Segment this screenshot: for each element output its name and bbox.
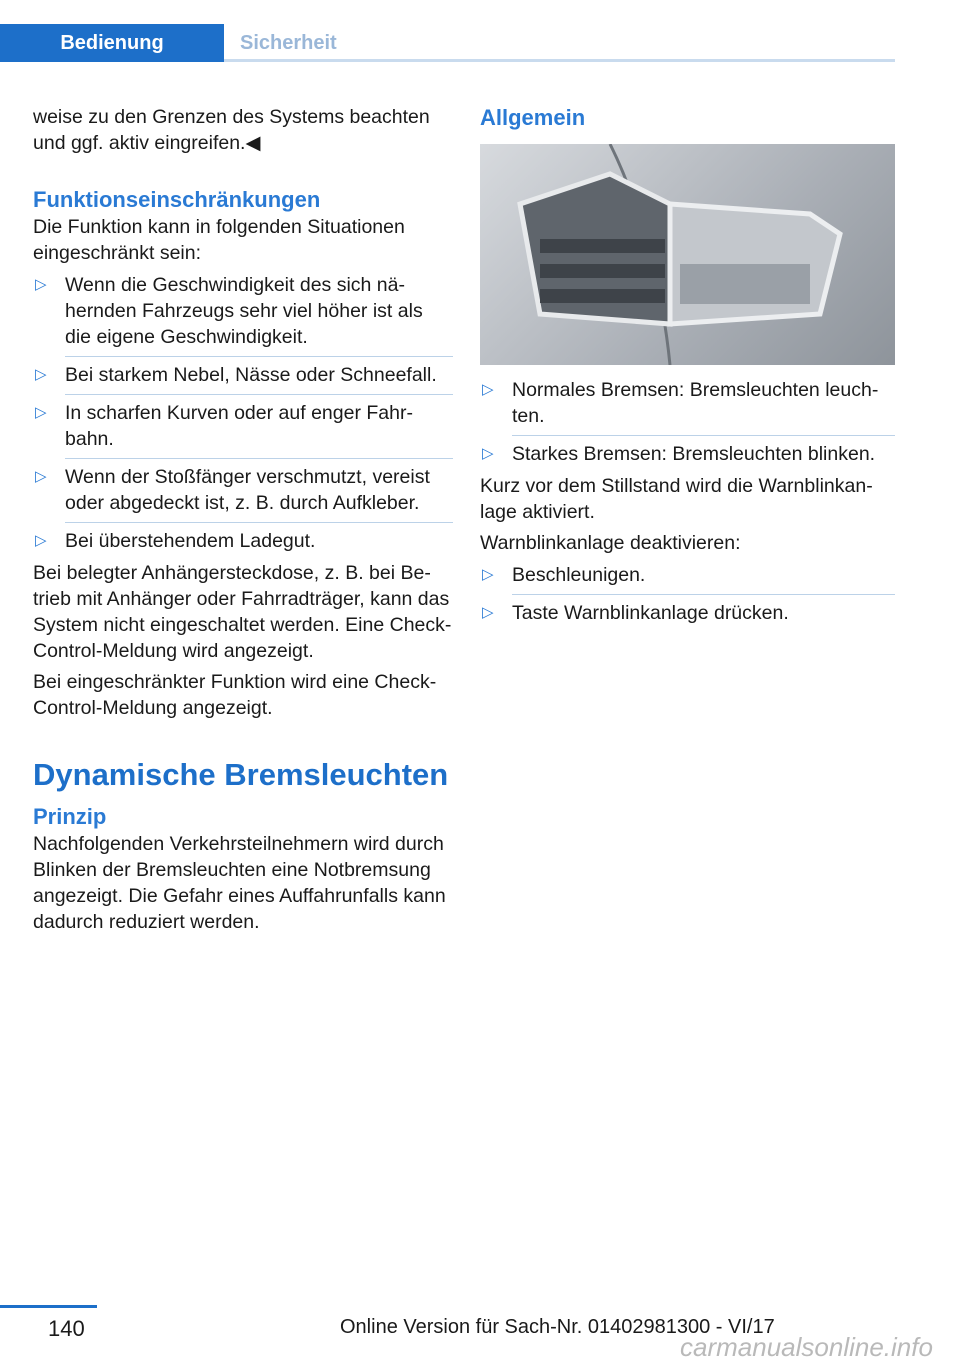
watermark: carmanualsonline.info bbox=[680, 1332, 933, 1362]
hazard-activation-text: Kurz vor dem Stillstand wird die Warnblinkanlage aktiviert. bbox=[480, 475, 873, 523]
list-item bbox=[33, 464, 453, 516]
triangle-bullet-icon: ▷ bbox=[482, 566, 494, 583]
principle-text: Nachfolgenden Verkehrsteilnehmern wird durch Blinken der Bremsleuchten eine Notbremsung angezeigt. Die Gefahr eines Auffahrunfalls kann dadurch reduziert werden. bbox=[33, 833, 446, 933]
triangle-bullet-icon: ▷ bbox=[35, 532, 47, 549]
list-separator bbox=[33, 356, 453, 357]
triangle-bullet-icon: ▷ bbox=[35, 468, 47, 485]
list-item-text: Wenn die Geschwindigkeit des sich nähernden Fahrzeugs sehr viel höher ist als die eigene Geschwindigkeit. bbox=[65, 274, 423, 348]
list-item bbox=[480, 562, 895, 588]
triangle-bullet-icon: ▷ bbox=[482, 604, 494, 621]
page-number-bar bbox=[0, 1305, 97, 1308]
list-separator bbox=[480, 435, 895, 436]
list-item bbox=[33, 362, 453, 388]
list-item bbox=[480, 600, 895, 626]
triangle-bullet-icon: ▷ bbox=[482, 445, 494, 462]
list-item-text: Bei überstehendem Ladegut. bbox=[65, 530, 316, 552]
chapter-tabs bbox=[0, 24, 895, 62]
triangle-bullet-icon: ▷ bbox=[35, 276, 47, 293]
online-version-text: Online Version für Sach-Nr. 01402981300 - VI/17 bbox=[340, 1316, 775, 1338]
list-item-text: In scharfen Kurven oder auf enger Fahrbahn. bbox=[65, 402, 413, 450]
limits-intro: Die Funktion kann in folgenden Situationen eingeschränkt sein: bbox=[33, 216, 405, 264]
list-item-text: Bei starkem Nebel, Nässe oder Schneefall. bbox=[65, 364, 437, 386]
triangle-bullet-icon: ▷ bbox=[482, 381, 494, 398]
restricted-function-text: Bei eingeschränkter Funktion wird eine Check-Control-Meldung angezeigt. bbox=[33, 671, 437, 719]
list-item bbox=[33, 272, 453, 350]
tail-light-illustration bbox=[480, 144, 895, 365]
braking-list bbox=[480, 377, 895, 467]
list-item bbox=[480, 377, 895, 429]
list-separator bbox=[33, 394, 453, 395]
deactivate-list bbox=[480, 562, 895, 626]
tab-bedienung[interactable]: Bedienung bbox=[0, 24, 224, 62]
section-title: Dynamische Bremsleuchten bbox=[33, 757, 449, 792]
tab-sicherheit[interactable]: Sicherheit bbox=[240, 31, 337, 54]
list-separator bbox=[33, 522, 453, 523]
general-heading: Allgemein bbox=[480, 105, 586, 130]
principle-heading: Prinzip bbox=[33, 804, 107, 829]
list-separator bbox=[480, 594, 895, 595]
list-item bbox=[33, 528, 453, 554]
tail-light-image bbox=[480, 144, 895, 365]
list-separator bbox=[33, 458, 453, 459]
list-item-text: Beschleunigen. bbox=[512, 564, 646, 586]
list-item-text: Starkes Bremsen: Bremsleuchten blinken. bbox=[512, 443, 876, 465]
limits-list bbox=[33, 272, 453, 554]
list-item-text: Normales Bremsen: Bremsleuchten leuchten. bbox=[512, 379, 879, 427]
list-item-text: Wenn der Stoßfänger verschmutzt, vereist oder abgedeckt ist, z. B. durch Aufkleber. bbox=[65, 466, 430, 514]
intro-text: weise zu den Grenzen des Systems beachten und ggf. aktiv eingreifen.◀ bbox=[33, 106, 430, 154]
hazard-deactivate-text: Warnblinkanlage deaktivieren: bbox=[480, 532, 741, 554]
right-column bbox=[480, 104, 895, 626]
page-number: 140 bbox=[48, 1316, 85, 1341]
list-item bbox=[33, 400, 453, 452]
trailer-socket-text: Bei belegter Anhängersteckdose, z. B. bei Betrieb mit Anhänger oder Fahrradträger, kann das System nicht eingeschaltet werden. Eine Check-Control-Meldung wird angezeigt. bbox=[33, 562, 452, 662]
left-column bbox=[33, 104, 453, 935]
list-item-text: Taste Warnblinkanlage drücken. bbox=[512, 602, 789, 624]
limits-heading: Funktionseinschränkungen bbox=[33, 187, 321, 212]
tab-underline bbox=[224, 59, 895, 62]
list-item bbox=[480, 441, 895, 467]
triangle-bullet-icon: ▷ bbox=[35, 404, 47, 421]
triangle-bullet-icon: ▷ bbox=[35, 366, 47, 383]
